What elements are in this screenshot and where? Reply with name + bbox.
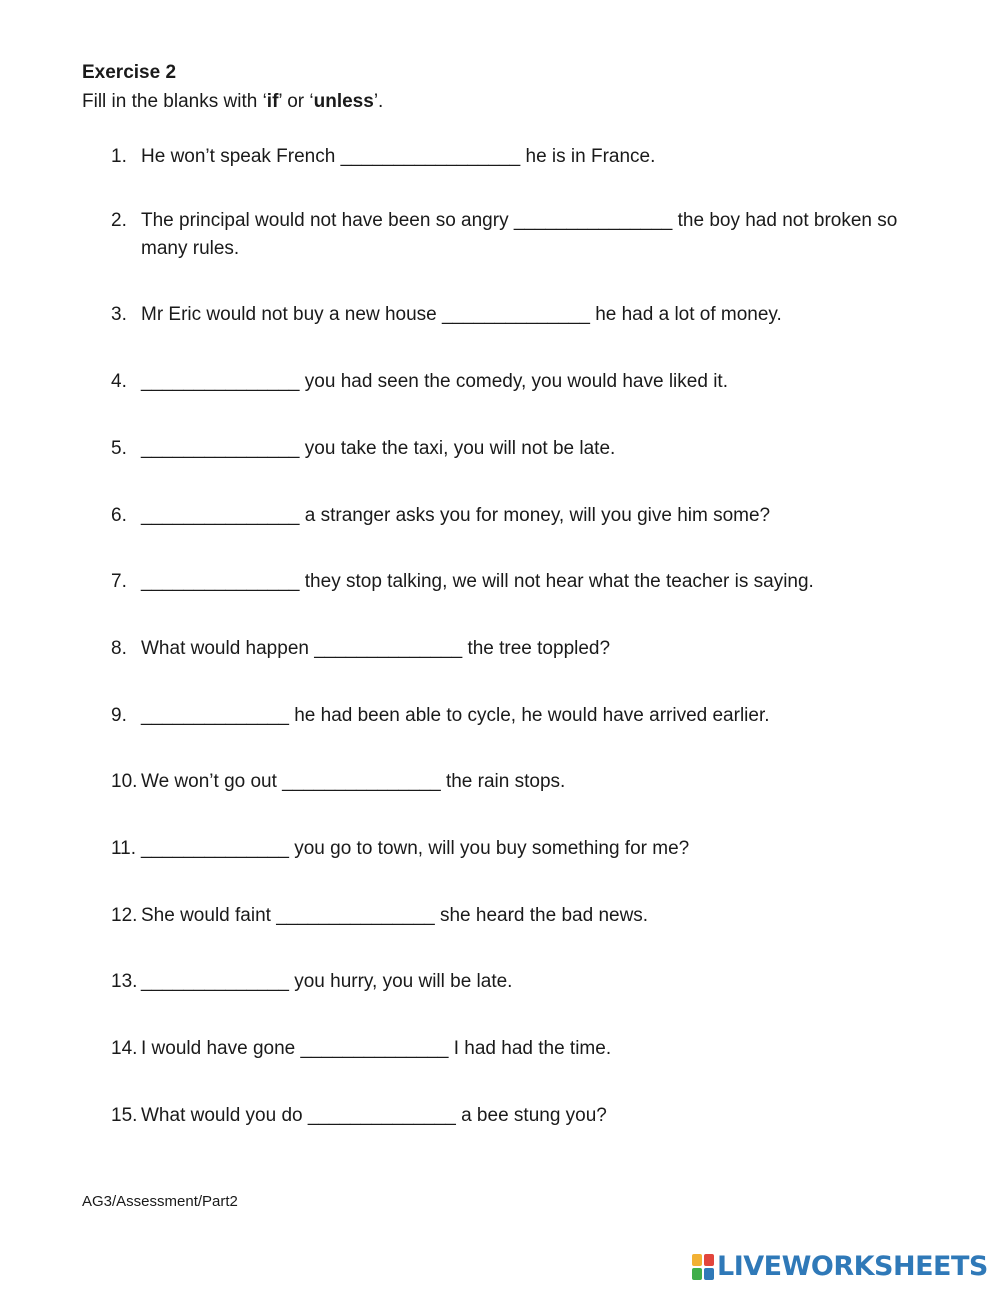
question-text: The principal would not have been so angry _______________ the boy had not broken so many rules. [141,210,898,259]
question-item [111,835,901,863]
question-item [111,143,901,171]
question-text: _______________ they stop talking, we will not hear what the teacher is saying. [141,571,814,592]
question-number: 15. [111,1105,138,1126]
instruction-word-if: if [266,91,279,112]
instruction-prefix: Fill in the blanks with ‘ [82,91,267,112]
question-number: 14. [111,1038,138,1059]
liveworksheets-logo-icon [692,1254,714,1280]
question-number: 6. [111,505,127,526]
question-item [111,435,901,463]
question-text: _______________ you take the taxi, you will not be late. [141,438,616,459]
question-item [111,568,901,596]
question-number: 10. [111,771,138,792]
question-number: 11. [111,838,137,859]
question-item [111,207,901,263]
question-item [111,902,901,930]
logo-text: LIVEWORKSHEETS [717,1251,988,1282]
question-number: 3. [111,304,127,325]
question-text: I would have gone ______________ I had had the time. [141,1038,612,1059]
instruction-middle: ’ or ‘ [278,91,314,112]
question-text: ______________ you hurry, you will be late. [141,971,513,992]
instruction-suffix: ’. [373,91,384,112]
question-number: 4. [111,371,127,392]
question-item [111,768,901,796]
question-text: What would happen ______________ the tree toppled? [141,638,611,659]
question-number: 9. [111,705,127,726]
exercise-title: Exercise 2 [82,62,177,83]
question-text: _______________ a stranger asks you for money, will you give him some? [141,505,771,526]
question-item [111,1035,901,1063]
instruction-text [82,89,383,115]
question-number: 7. [111,571,127,592]
question-number: 5. [111,438,127,459]
question-item [111,502,901,530]
question-item [111,301,901,329]
question-text: He won’t speak French _________________ he is in France. [141,146,656,167]
question-text: She would faint _______________ she heard the bad news. [141,905,649,926]
question-text: ______________ he had been able to cycle, he would have arrived earlier. [141,705,770,726]
instruction-word-unless: unless [313,91,374,112]
question-text: _______________ you had seen the comedy, you would have liked it. [141,371,728,392]
footer-reference: AG3/Assessment/Part2 [82,1193,238,1210]
liveworksheets-logo [692,1250,988,1284]
question-text: What would you do ______________ a bee stung you? [141,1105,607,1126]
question-item [111,1102,901,1130]
question-item [111,635,901,663]
question-number: 8. [111,638,127,659]
question-number: 13. [111,971,138,992]
question-text: Mr Eric would not buy a new house ______________ he had a lot of money. [141,304,782,325]
question-item [111,368,901,396]
question-text: We won’t go out _______________ the rain stops. [141,771,566,792]
question-item [111,968,901,996]
question-number: 1. [111,146,127,167]
question-number: 12. [111,905,138,926]
question-item [111,702,901,730]
question-text: ______________ you go to town, will you buy something for me? [141,838,690,859]
question-number: 2. [111,210,127,231]
